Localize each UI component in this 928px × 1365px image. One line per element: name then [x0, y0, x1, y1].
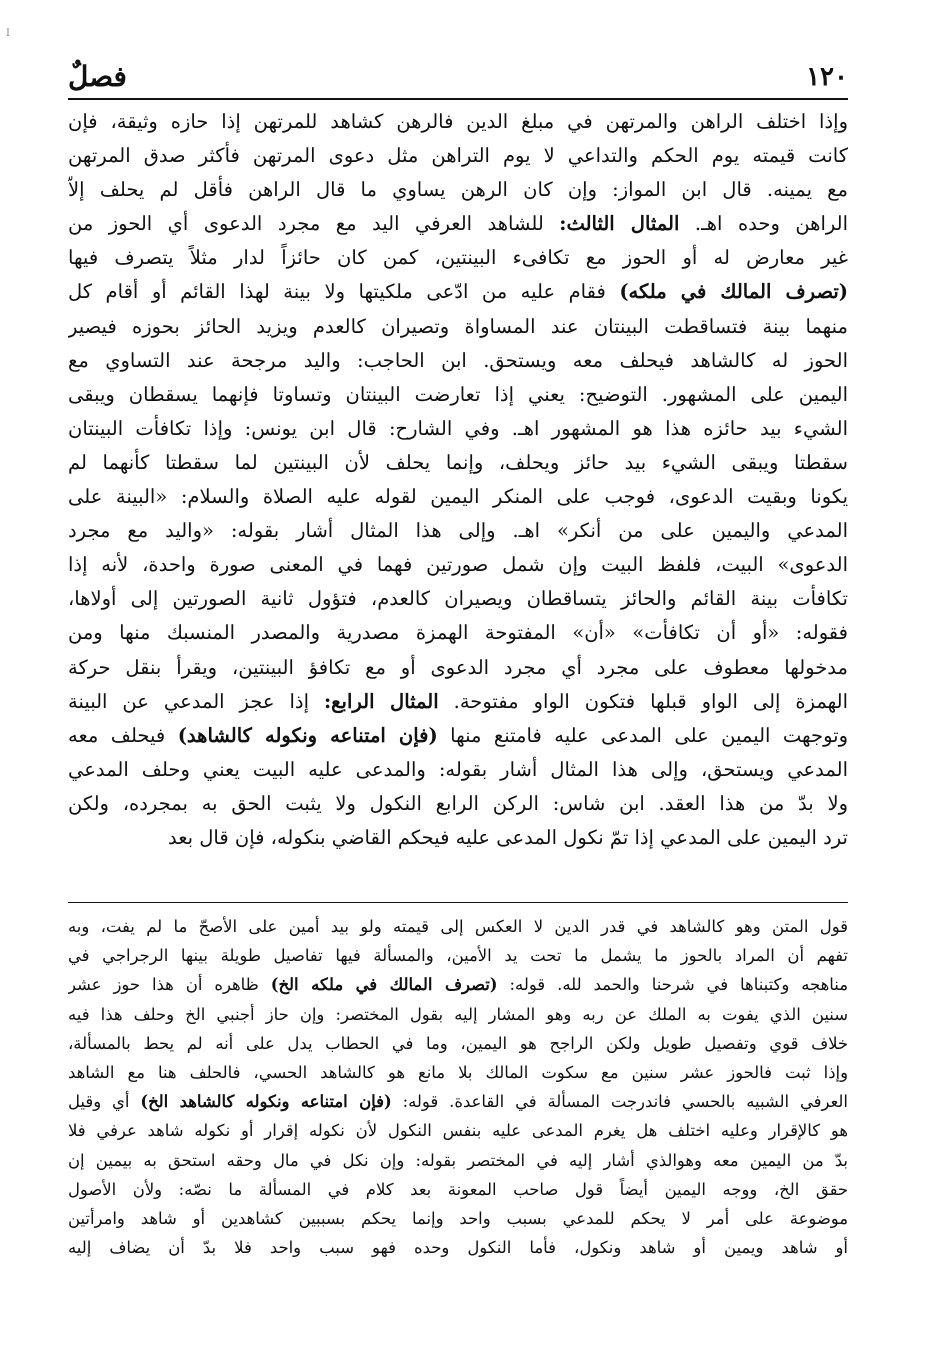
text-run: قول المتن وهو كالشاهد في قدر الدين لا العكس إلى قيمته ولو بيد أمين على الأصحّ ما لم يفت، وبه [68, 917, 848, 936]
text-run: الشيء بيد حائزه هذا هو المشهور اهـ. وفي الشارح: قال ابن يونس: وإذا تكافأت البينتان [68, 416, 848, 440]
footnote-line [68, 1175, 848, 1204]
bold-heading: المثال الرابع: [323, 689, 439, 713]
text-line [68, 582, 848, 616]
text-line [68, 173, 848, 207]
text-run: أو شاهد ويمين أو شاهد ونكول، فأما النكول وحده فهو سبب واحد فلا بدّ أن يضاف إليه [68, 1238, 848, 1258]
text-run: الحوز له كالشاهد فيحلف معه ويستحق. ابن الحاجب: واليد مرجحة عند التساوي مع [68, 348, 848, 372]
footnote-line [68, 1029, 848, 1058]
text-run: منهما بينة فتساقطت البينتان عند المساواة وتصيران كالعدم ويزيد الحائز بحوزه فيصير [68, 314, 848, 338]
footnote-line [68, 970, 848, 999]
text-run: بدّ من اليمين معه وهوالذي أشار إليه في المختصر بقوله: وإن نكل في مال وحقه استحق به بيمين إن [68, 1150, 848, 1170]
text-line [68, 787, 848, 821]
text-line [68, 412, 848, 446]
footnote-line [68, 1058, 848, 1087]
footnote-line [68, 941, 848, 970]
text-run: خلاف قوي وتفصيل طويل ولكن الراجح هو اليمين، وما في الحطاب يدل على أنه لم يحط بالمسألة، [68, 1033, 848, 1053]
text-run: هو كالإقرار وعليه اختلف هل يغرم المدعى عليه بنفس النكول لأن نكوله إقرار أو نكوله شاهد عرفي فلا [68, 1121, 848, 1141]
text-run: وإذا اختلف الراهن والمرتهن في مبلغ الدين فالرهن كشاهد للمرتهن إذا حازه وثيقة، فإن [68, 110, 848, 133]
bold-heading: (فإن امتناعه ونكوله كالشاهد الخ) [140, 1092, 392, 1112]
page-number: ١٢٠ [806, 62, 848, 92]
text-line [68, 616, 848, 650]
text-run: وإذا ثبت فالحوز عشر سنين مع سكوت المالك بلا مانع هو كالشاهد الحسي، فالحلف هنا مع الشاهد [68, 1062, 848, 1082]
main-text-body [68, 105, 848, 855]
text-run: العرفي الشبيه بالحسي فاندرجت المسألة في القاعدة. قوله: [391, 1092, 848, 1112]
text-run: المدعي واليمين على من أنكر» اهـ. وإلى هذا المثال أشار بقوله: «واليد مع مجرد [68, 519, 848, 543]
text-line [68, 651, 848, 685]
bold-heading: (تصرف المالك في ملكه) [619, 280, 848, 304]
page-header [68, 60, 848, 96]
text-line [68, 821, 848, 855]
text-run: المدعي ويستحق، وإلى هذا المثال أشار بقوله: والمدعى عليه البيت يعني وحلف المدعي [68, 757, 848, 781]
text-line [68, 207, 848, 241]
text-run: للشاهد العرفي اليد مع مجرد الدعوى أي الحوز من [68, 212, 560, 236]
footnote-rule [68, 902, 848, 903]
text-run: حقق الخ، ووجه اليمين أيضاً قول صاحب المعونة بعد كلام في المسألة ما نصّه: ولأن الأصول [68, 1179, 848, 1199]
text-run: اليمين على المشهور. التوضيح: يعني إذا تعارضت البينتان وتساوتا فإنهما يسقطان ويبقى [68, 382, 848, 406]
text-line [68, 719, 848, 753]
footnote-line [68, 1204, 848, 1233]
text-run: فيحلف معه [68, 723, 178, 747]
text-line [68, 275, 848, 309]
footnote-line [68, 912, 848, 941]
footnotes-block [68, 912, 848, 1262]
text-line [68, 446, 848, 480]
text-run: إذا عجز المدعي عن البينة [68, 689, 324, 713]
text-line [68, 514, 848, 548]
text-run: مع يمينه. قال ابن المواز: وإن كان الرهن يساوي ما قال الراهن فأقل لم يحلف إلاّ [68, 178, 848, 202]
text-run: مدخولها معطوف على مجرد أي مجرد الدعوى أو مع تكافؤ البينتين، ويقرأ بنقل حركة [68, 655, 848, 679]
text-run: كانت قيمته يوم الحكم والتداعي لا يوم التراهن مثل دعوى المرتهن فأكثر صدق المرتهن [68, 144, 848, 168]
text-line [68, 753, 848, 787]
text-run: أي وقيل [68, 1092, 141, 1112]
text-run: موضوعة على أمر لا يحكم للمدعي بسبب واحد وإنما يحكم بسببين كشاهدين أو شاهد وامرأتين [68, 1208, 848, 1228]
text-run: الدعوى» البيت، فلفظ البيت وإن شمل صورتين فهما في المعنى صورة واحدة، لأنه إذا [68, 553, 848, 577]
text-line [68, 241, 848, 275]
text-run: سنين الذي يفوت به الملك عن ربه وهو المشار إليه بقول المختصر: وإن حاز أجنبي الخ وحلف هذا فيه [68, 1004, 848, 1024]
bold-heading: (تصرف المالك في ملكه الخ) [270, 975, 498, 995]
text-run: فقام عليه من ادّعى ملكيتها ولا بينة لهذا القائم أو أقام كل [68, 280, 620, 304]
text-run: ترد اليمين على المدعي إذا تمّ نكول المدعى عليه فيحكم القاضي بنكوله، فإن قال بعد [168, 825, 848, 849]
text-line [68, 105, 848, 139]
text-line [68, 548, 848, 582]
footnote-line [68, 1087, 848, 1116]
text-line [68, 139, 848, 173]
text-run: الهمزة إلى الواو قبلها فتكون الواو مفتوحة. [438, 689, 848, 713]
footnote-line [68, 1233, 848, 1262]
text-run: سقطتا ويبقى الشيء بيد حائز ويحلف، وإنما يحلف لأن البينتين لما سقطتا كأنهما لم [68, 450, 848, 474]
text-line [68, 685, 848, 719]
text-run: مناهجه وكتبناها في شرحنا والحمد لله. قوله: [497, 975, 848, 995]
text-run: غير معارض له أو الحوز مع تكافىء البينتين، كمن كان حائزاً لدار مثلاً يتصرف فيها [68, 246, 848, 270]
text-line [68, 480, 848, 514]
bold-heading: المثال الثالث: [559, 212, 680, 236]
text-run: تكافأت بينة القائم والحائز يتساقطان ويصيران كالعدم، فتؤول ثانية الصورتين إلى أولاها، [68, 587, 848, 611]
text-line [68, 344, 848, 378]
text-run: يكونا وبقيت الدعوى، فوجب على المنكر اليمين لقوله عليه الصلاة والسلام: «البينة على [68, 485, 848, 509]
footnote-line [68, 1000, 848, 1029]
corner-mark: I [6, 28, 10, 39]
footnote-line [68, 1116, 848, 1145]
footnote-line [68, 1146, 848, 1175]
header-rule [68, 98, 848, 100]
text-run: ظاهره أن هذا حوز عشر [68, 975, 271, 995]
running-head: فصلٌ [68, 60, 127, 93]
text-line [68, 310, 848, 344]
text-run: تفهم أن المراد بالحوز ما يشمل ما تحت يد الأمين، والمسألة فيها تفاصيل طويلة بينها الرجراجي في [68, 946, 848, 966]
text-run: فقوله: «أو أن تكافأت» «أن» المفتوحة الهمزة مصدرية والمصدر المنسبك منها ومن [68, 621, 848, 645]
text-line [68, 378, 848, 412]
text-run: الراهن وحده اهـ. [679, 212, 848, 236]
text-run: ولا بدّ من هذا العقد. ابن شاس: الركن الرابع النكول ولا يثبت الحق به بمجرده، ولكن [68, 791, 848, 815]
bold-heading: (فإن امتناعه ونكوله كالشاهد) [177, 723, 438, 747]
text-run: وتوجهت اليمين على المدعى عليه فامتنع منها [437, 723, 848, 747]
